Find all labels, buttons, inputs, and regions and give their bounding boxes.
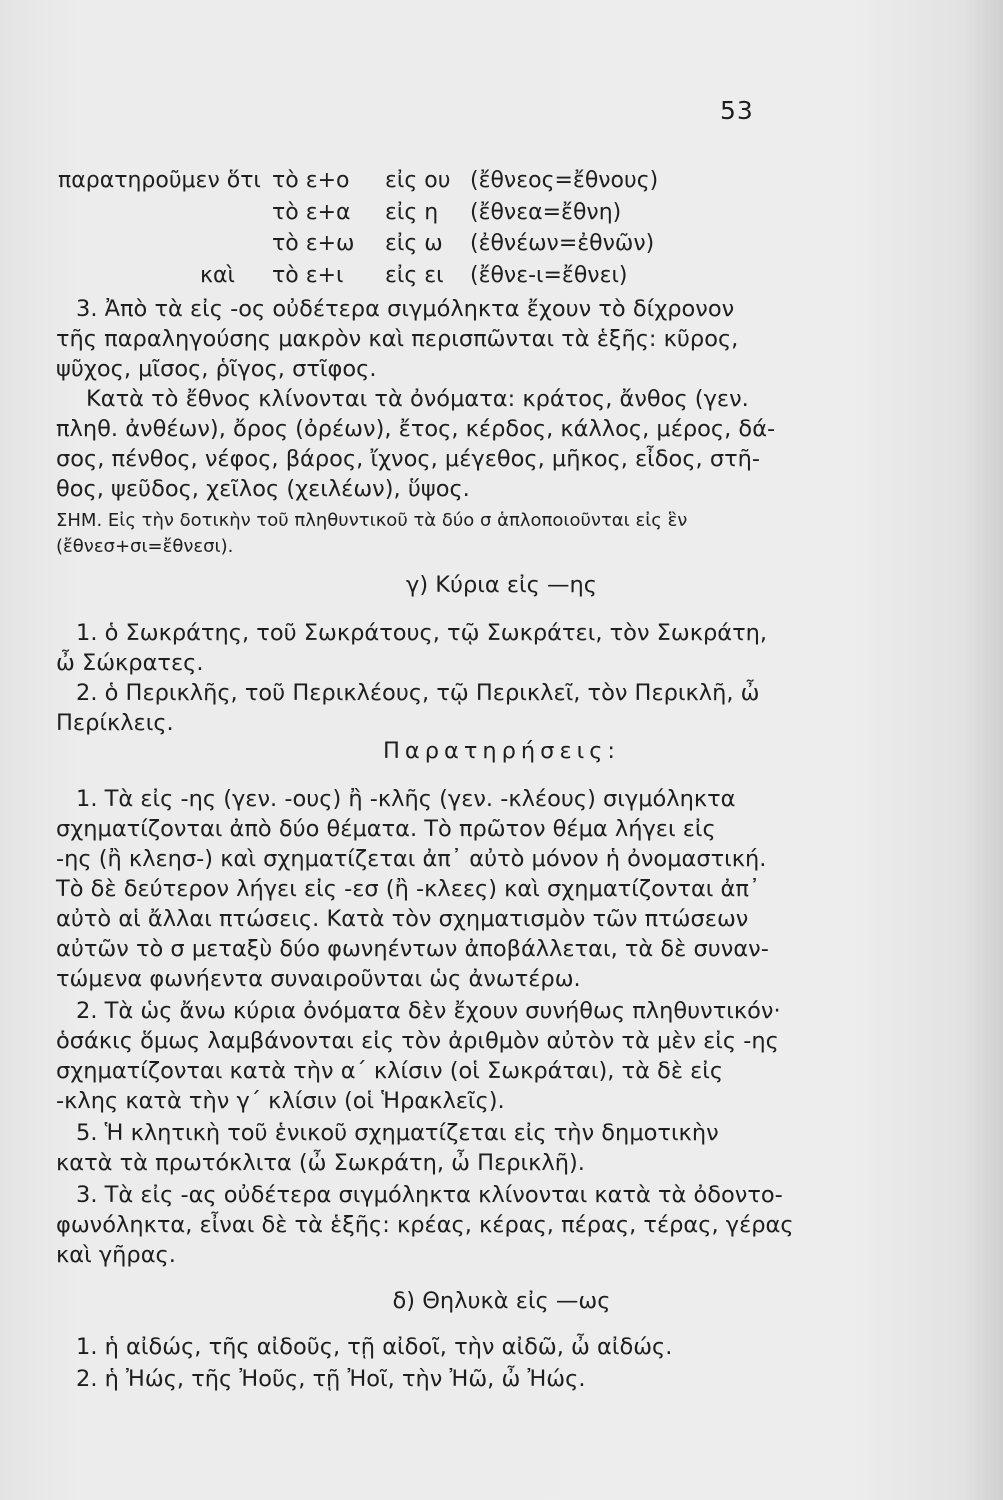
text-line: ὁσάκις ὅμως λαμβάνονται εἰς τὸν ἀριθμὸν αὐτὸν τὰ μὲν εἰς -ης <box>56 1028 779 1054</box>
text-line: Περίκλεις. <box>56 710 174 736</box>
text-line: ὦ Σώκρατες. <box>56 650 204 676</box>
text-line: 3. Τὰ εἰς -ας οὐδέτερα σιγμόληκτα κλίνονται κατὰ τὰ ὀδοντο- <box>76 1182 783 1208</box>
text-line: τώμενα φωνήεντα συναιροῦνται ὡς ἀνωτέρω. <box>56 966 581 992</box>
section-heading-text: δ) Θηλυκὰ εἰς —ως <box>392 1288 611 1314</box>
text-line: 2. Τὰ ὡς ἄνω κύρια ὀνόματα δὲν ἔχουν συνήθως πληθυντικόν· <box>76 998 781 1024</box>
table-from: τὸ ε+ι <box>272 263 344 288</box>
text-line: Τὸ δὲ δεύτερον λήγει εἰς -εσ (ἢ -κλεες) καὶ σχηματίζονται ἀπ᾿ <box>56 876 761 902</box>
table-to: εἰς ου <box>385 168 451 193</box>
text-line: αὐτὸ αἱ ἄλλαι πτώσεις. Κατὰ τὸν σχηματισμὸν τῶν πτώσεων <box>56 906 749 932</box>
text-line: 1. ἡ αἰδώς, τῆς αἰδοῦς, τῇ αἰδοῖ, τὴν αἰδῶ, ὦ αἰδώς. <box>76 1334 673 1360</box>
text-line: σχηματίζονται κατὰ τὴν α΄ κλίσιν (οἱ Σωκράται), τὰ δὲ εἰς <box>56 1058 724 1084</box>
section-heading <box>0 1290 1003 1313</box>
text-line: 1. ὁ Σωκράτης, τοῦ Σωκράτους, τῷ Σωκράτει, τὸν Σωκράτη, <box>76 620 768 646</box>
text-line: -κλης κατὰ τὴν γ΄ κλίσιν (οἱ Ἡρακλεῖς). <box>56 1088 505 1114</box>
note-line: ΣΗΜ. Εἰς τὴν δοτικὴν τοῦ πληθυντικοῦ τὰ δύο σ ἁπλοποιοῦνται εἰς ἓν <box>56 510 688 531</box>
table-to: εἰς ω <box>385 231 443 256</box>
text-line: ψῦχος, μῖσος, ῥῖγος, στῖφος. <box>56 356 377 382</box>
table-from: τὸ ε+α <box>272 200 351 225</box>
table-example: (ἔθνεος=ἔθνους) <box>470 168 659 193</box>
text-line: τῆς παραληγούσης μακρὸν καὶ περισπῶνται τὰ ἑξῆς: κῦρος, <box>56 326 739 352</box>
text-line: φωνόληκτα, εἶναι δὲ τὰ ἑξῆς: κρέας, κέρας, πέρας, τέρας, γέρας <box>56 1212 794 1238</box>
table-lead: καὶ <box>200 263 235 288</box>
section-heading-text: γ) Κύρια εἰς —ης <box>406 572 597 598</box>
text-line: 3. Ἀπὸ τὰ εἰς -ος οὐδέτερα σιγμόληκτα ἔχουν τὸ δίχρονον <box>76 296 735 322</box>
page-number: 53 <box>720 96 754 125</box>
section-heading <box>0 574 1003 597</box>
table-from: τὸ ε+ω <box>272 231 355 256</box>
text-line: -ης (ἢ κλεησ-) καὶ σχηματίζεται ἀπ᾿ αὐτὸ μόνον ἡ ὀνομαστική. <box>56 846 767 872</box>
observations-heading <box>0 740 1003 763</box>
table-to: εἰς η <box>385 200 439 225</box>
table-example: (ἔθνεα=ἔθνη) <box>470 200 622 225</box>
table-example: (ἔθνε-ι=ἔθνει) <box>470 263 628 288</box>
text-line: 2. ὁ Περικλῆς, τοῦ Περικλέους, τῷ Περικλεῖ, τὸν Περικλῆ, ὦ <box>76 680 760 706</box>
text-line: θος, ψεῦδος, χεῖλος (χειλέων), ὕψος. <box>56 476 470 502</box>
text-line: Κατὰ τὸ ἔθνος κλίνονται τὰ ὀνόματα: κράτος, ἄνθος (γεν. <box>86 386 749 412</box>
table-example: (ἐθνέων=ἐθνῶν) <box>470 231 655 256</box>
text-line: σχηματίζονται ἀπὸ δύο θέματα. Τὸ πρῶτον θέμα λήγει εἰς <box>56 816 716 842</box>
note-line: (ἔθνεσ+σι=ἔθνεσι). <box>56 536 234 557</box>
table-to: εἰς ει <box>385 263 444 288</box>
text-line: σος, πένθος, νέφος, βάρος, ἴχνος, μέγεθος, μῆκος, εἶδος, στῆ- <box>56 446 761 472</box>
observations-heading-text: Παρατηρήσεις: <box>382 738 621 764</box>
text-line: 5. Ἡ κλητικὴ τοῦ ἑνικοῦ σχηματίζεται εἰς τὴν δημοτικὴν <box>76 1120 719 1146</box>
text-line: κατὰ τὰ πρωτόκλιτα (ὦ Σωκράτη, ὦ Περικλῆ). <box>56 1150 585 1176</box>
text-line: πληθ. ἀνθέων), ὄρος (ὀρέων), ἔτος, κέρδος, κάλλος, μέρος, δά- <box>56 416 776 442</box>
table-lead: παρατηροῦμεν ὅτι <box>58 168 261 193</box>
text-line: 1. Τὰ εἰς -ης (γεν. -ους) ἢ -κλῆς (γεν. -κλέους) σιγμόληκτα <box>76 786 736 812</box>
text-line: καὶ γῆρας. <box>56 1242 176 1268</box>
text-line: 2. ἡ Ἠώς, τῆς Ἠοῦς, τῇ Ἠοῖ, τὴν Ἠῶ, ὦ Ἠώς. <box>76 1366 586 1392</box>
table-from: τὸ ε+ο <box>272 168 350 193</box>
text-line: αὐτῶν τὸ σ μεταξὺ δύο φωνηέντων ἀποβάλλεται, τὰ δὲ συναν- <box>56 936 769 962</box>
